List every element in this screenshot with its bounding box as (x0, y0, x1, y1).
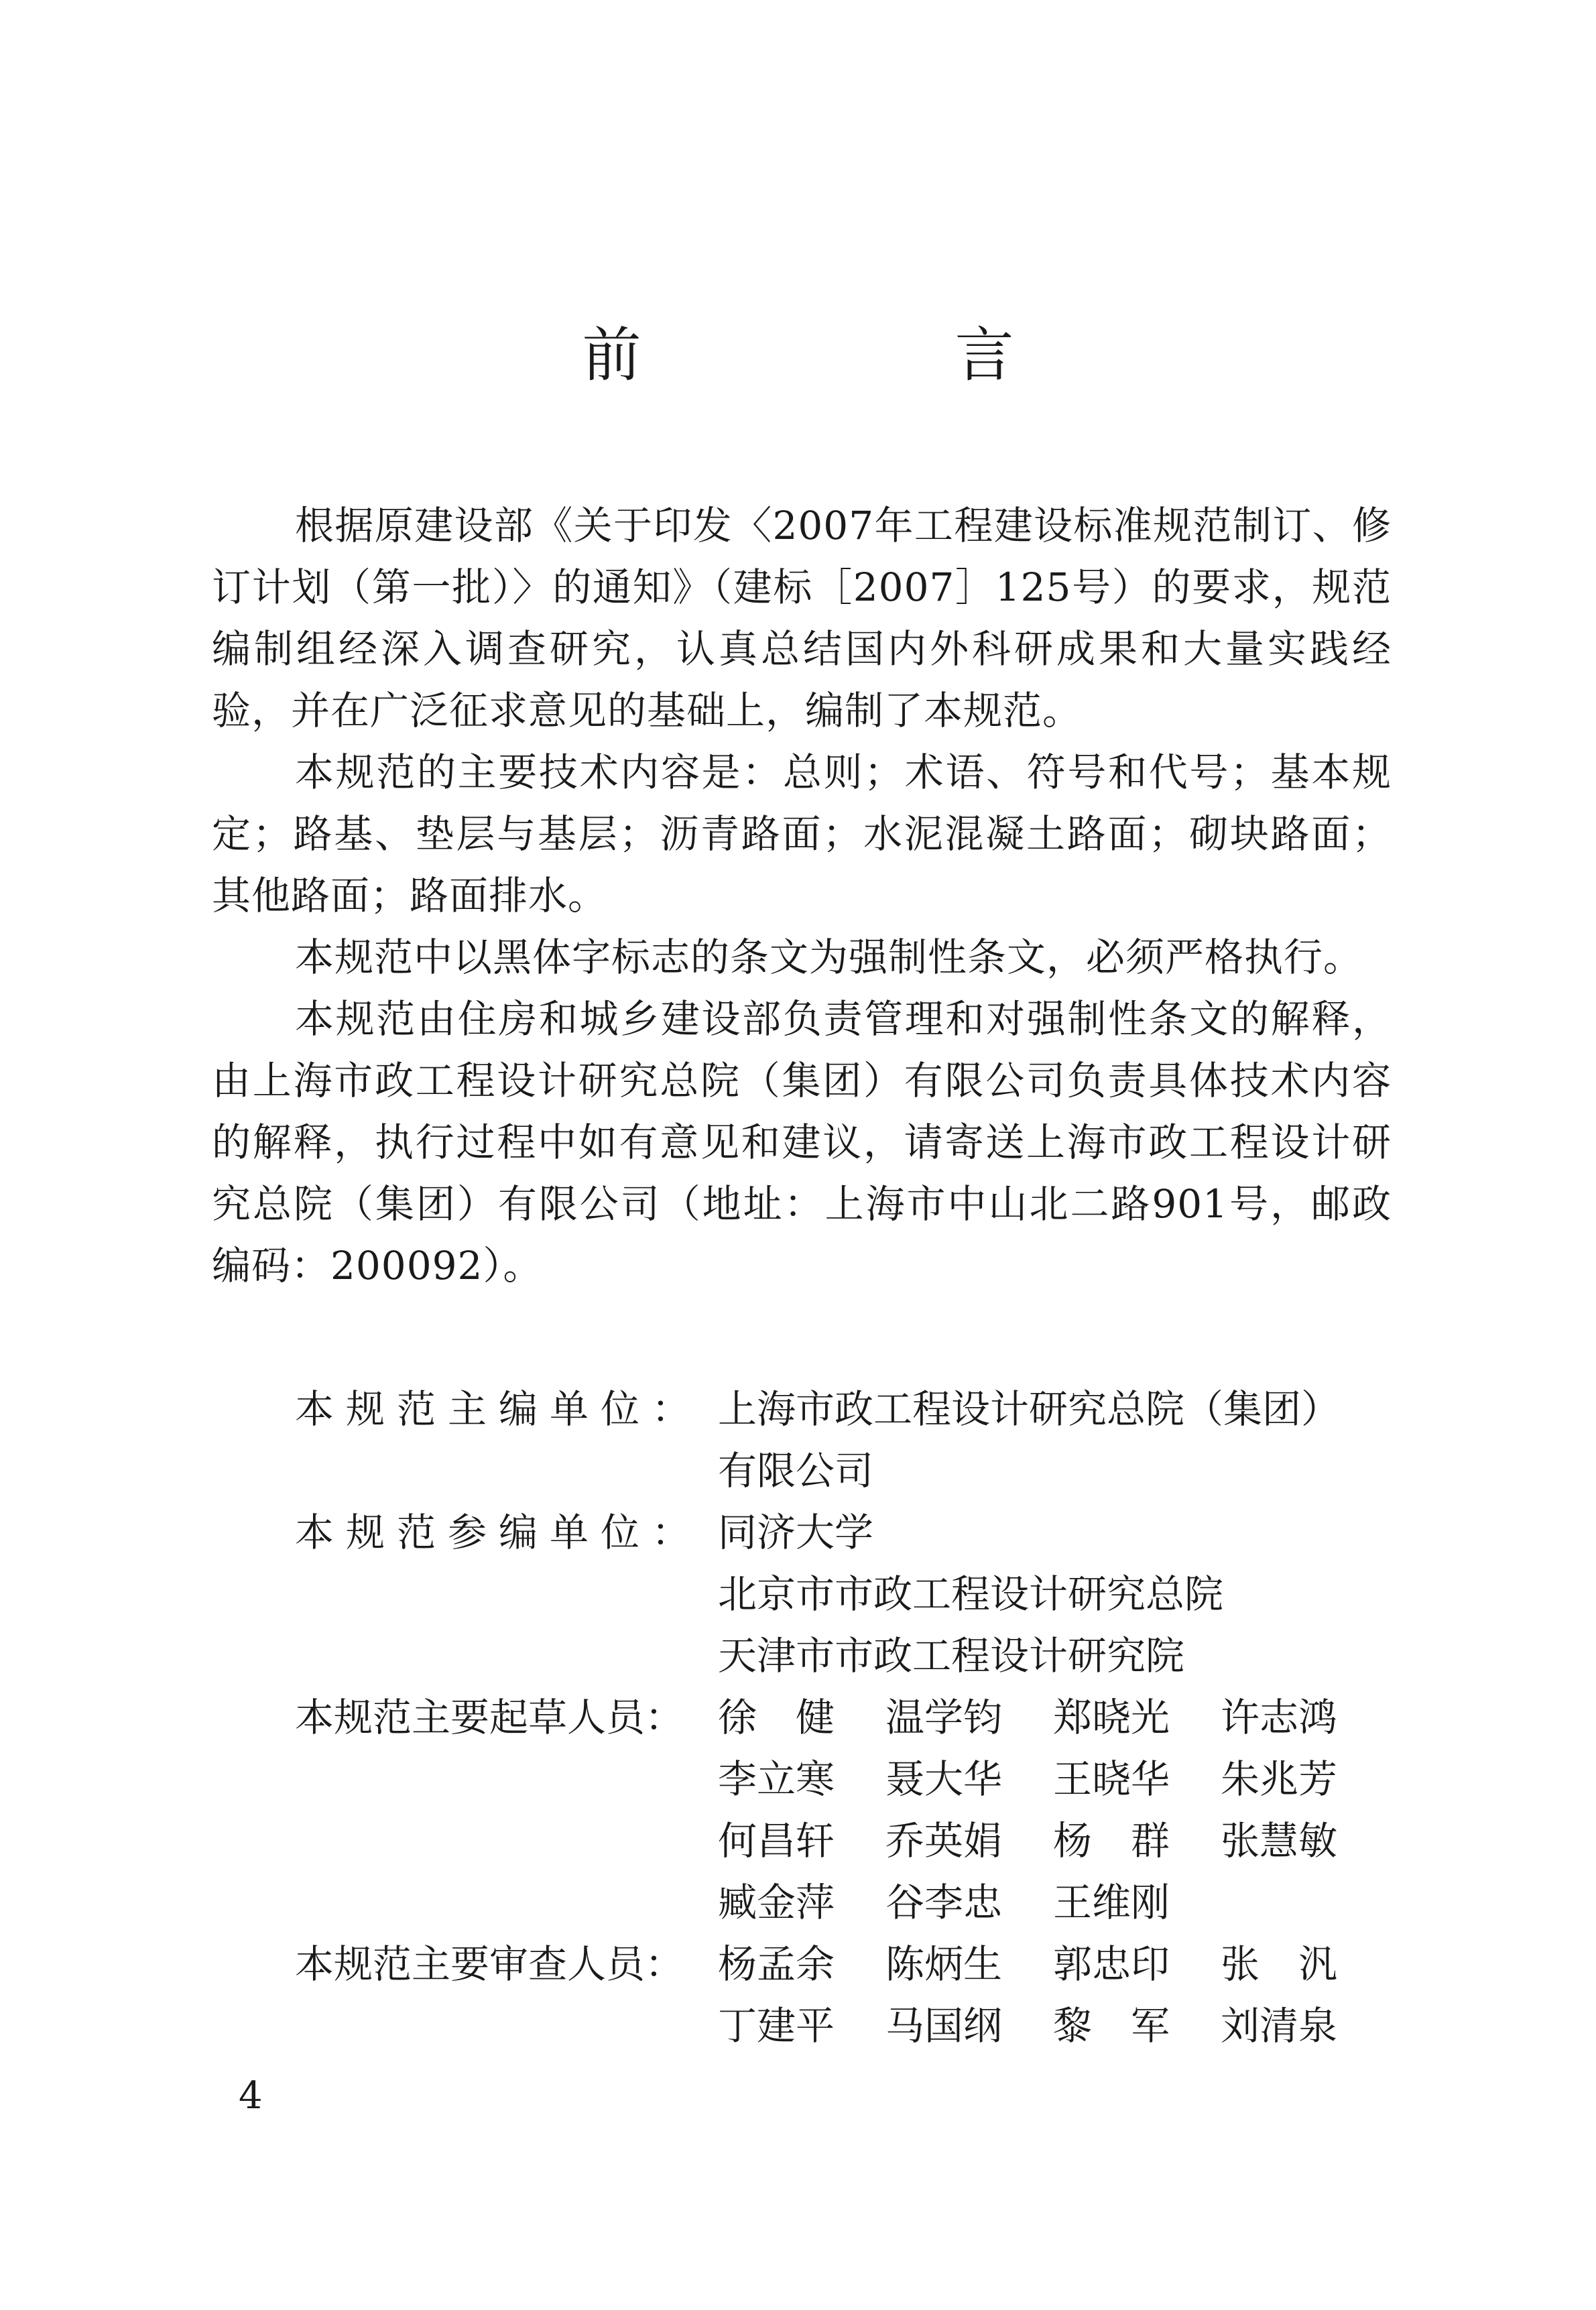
page-number: 4 (239, 2074, 263, 2118)
reviewer-name: 丁建平 (718, 2003, 835, 2049)
drafters-names (718, 1687, 1392, 1933)
participating-unit: 北京市市政工程设计研究总院 (718, 1571, 1224, 1617)
drafter-name: 聂大华 (885, 1756, 1003, 1802)
reviewers-label: 本规范主要审查人员： (295, 1941, 684, 1987)
reviewer-name: 马国纲 (885, 2003, 1003, 2049)
reviewers-row (212, 1933, 1392, 2057)
page-title: 前 言 (582, 320, 1142, 389)
drafter-name: 王晓华 (1053, 1756, 1170, 1802)
drafter-name: 杨 群 (1053, 1818, 1170, 1864)
drafter-name: 李立寒 (718, 1756, 835, 1802)
drafter-name: 何昌轩 (718, 1818, 835, 1864)
drafter-name: 郑晓光 (1053, 1695, 1170, 1740)
foreword-body (212, 495, 1392, 1296)
paragraph-mandatory: 本规范中以黑体字标志的条文为强制性条文，必须严格执行。 (295, 934, 1363, 980)
paragraph-basis: 根据原建设部《关于印发〈2007年工程建设标准规范制订、修订计划（第一批）〉的通知》（建标［2007］125号）的要求，规范编制组经深入调查研究，认真总结国内外科研成果和大量实践经验，并在广泛征求意见的基础上，编制了本规范。 (212, 503, 1392, 733)
drafter-name: 张慧敏 (1221, 1818, 1338, 1864)
chief-unit-line: 有限公司 (718, 1448, 874, 1494)
chief-unit-line: 上海市政工程设计研究总院（集团） (718, 1386, 1341, 1432)
participating-units-label: 本规范参编单位： (295, 1510, 703, 1555)
drafter-name: 温学钧 (885, 1695, 1003, 1740)
participating-units-row (212, 1502, 1392, 1687)
drafter-name: 乔英娟 (885, 1818, 1003, 1864)
drafter-name: 谷李忠 (885, 1880, 1003, 1925)
reviewer-name: 陈炳生 (885, 1941, 1003, 1987)
reviewer-name: 黎 军 (1053, 2003, 1170, 2049)
participating-unit: 天津市市政工程设计研究院 (718, 1633, 1185, 1679)
credits-section (212, 1378, 1392, 2057)
reviewer-name: 刘清泉 (1221, 2003, 1338, 2049)
drafter-name: 臧金萍 (718, 1880, 835, 1925)
reviewer-name: 郭忠印 (1053, 1941, 1170, 1987)
chief-unit-row (212, 1378, 1392, 1502)
drafters-row (212, 1687, 1392, 1933)
chief-unit-values (718, 1378, 1392, 1502)
drafter-name: 徐 健 (718, 1695, 835, 1740)
participating-units-values (718, 1502, 1392, 1687)
paragraph-contents: 本规范的主要技术内容是：总则；术语、符号和代号；基本规定；路基、垫层与基层；沥青路面；水泥混凝土路面；砌块路面；其他路面；路面排水。 (212, 749, 1392, 918)
drafter-name: 王维刚 (1053, 1880, 1170, 1925)
paragraph-management: 本规范由住房和城乡建设部负责管理和对强制性条文的解释，由上海市政工程设计研究总院（集团）有限公司负责具体技术内容的解释，执行过程中如有意见和建议，请寄送上海市政工程设计研究总院（集团）有限公司（地址：上海市中山北二路901号，邮政编码：200092）。 (212, 996, 1392, 1288)
reviewer-name: 杨孟余 (718, 1941, 835, 1987)
participating-unit: 同济大学 (718, 1510, 874, 1555)
drafter-name: 朱兆芳 (1221, 1756, 1338, 1802)
reviewers-names (718, 1933, 1392, 2057)
drafters-label: 本规范主要起草人员： (295, 1695, 684, 1740)
drafter-name: 许志鸿 (1221, 1695, 1338, 1740)
chief-unit-label: 本规范主编单位： (295, 1386, 703, 1432)
reviewer-name: 张 汎 (1221, 1941, 1338, 1987)
